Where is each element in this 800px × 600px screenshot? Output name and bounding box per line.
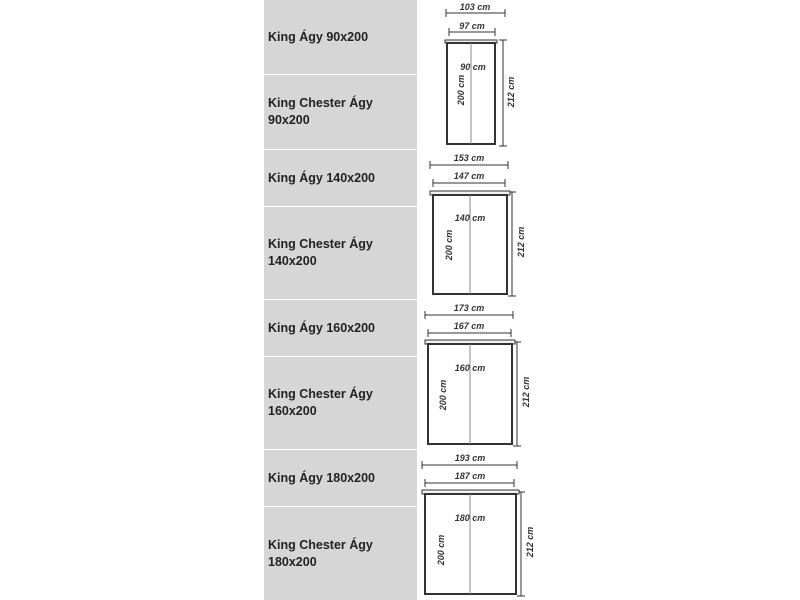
inner-width-label: 97 cm — [459, 21, 485, 31]
bed-diagram — [417, 0, 537, 150]
bed-label: King Chester Ágy 140x200 — [268, 237, 373, 268]
bed-label: King Chester Ágy 90x200 — [268, 96, 373, 127]
bed-diagram — [417, 450, 537, 600]
inner-width-label: 147 cm — [453, 171, 485, 181]
label-cell — [264, 0, 417, 74]
label-cell — [264, 450, 417, 506]
label-cell — [264, 300, 417, 356]
label-cell — [264, 357, 417, 449]
bed-diagram — [417, 150, 537, 300]
height-label: 212 cm — [521, 376, 531, 408]
outer-width-label: 103 cm — [459, 2, 491, 12]
mattress-width-label: 160 cm — [454, 363, 486, 373]
bed-label: King Ágy 160x200 — [268, 320, 375, 335]
mattress-length-label: 200 cm — [436, 534, 446, 566]
bed-diagram — [417, 300, 537, 450]
inner-width-label: 187 cm — [454, 471, 486, 481]
row-divider — [264, 299, 537, 300]
label-cell — [264, 207, 417, 299]
bed-label: King Ágy 90x200 — [268, 29, 369, 44]
mattress-length-label: 200 cm — [456, 74, 466, 106]
bed-drawing — [417, 150, 537, 300]
bed-drawing — [417, 450, 537, 600]
height-label: 212 cm — [525, 526, 535, 558]
bed-drawing — [417, 0, 537, 150]
label-cell — [264, 75, 417, 149]
label-cell — [264, 150, 417, 206]
label-column — [264, 0, 417, 600]
outer-width-label: 193 cm — [454, 453, 486, 463]
bed-label: King Chester Ágy 180x200 — [268, 537, 373, 569]
mattress-length-label: 200 cm — [438, 379, 448, 411]
mattress-width-label: 90 cm — [460, 62, 486, 72]
label-cell — [264, 507, 417, 600]
bed-label: King Ágy 140x200 — [268, 170, 375, 185]
outer-width-label: 173 cm — [453, 303, 485, 313]
row-divider — [264, 449, 537, 450]
mattress-length-label: 200 cm — [444, 229, 454, 261]
bed-label: King Chester Ágy 160x200 — [268, 387, 373, 418]
height-label: 212 cm — [516, 226, 526, 258]
inner-width-label: 167 cm — [453, 321, 485, 331]
height-label: 212 cm — [506, 76, 516, 108]
outer-width-label: 153 cm — [453, 153, 485, 163]
mattress-width-label: 180 cm — [454, 513, 486, 523]
bed-label: King Ágy 180x200 — [268, 470, 375, 485]
bed-drawing — [417, 300, 537, 450]
row-divider — [264, 149, 537, 150]
mattress-width-label: 140 cm — [454, 213, 486, 223]
